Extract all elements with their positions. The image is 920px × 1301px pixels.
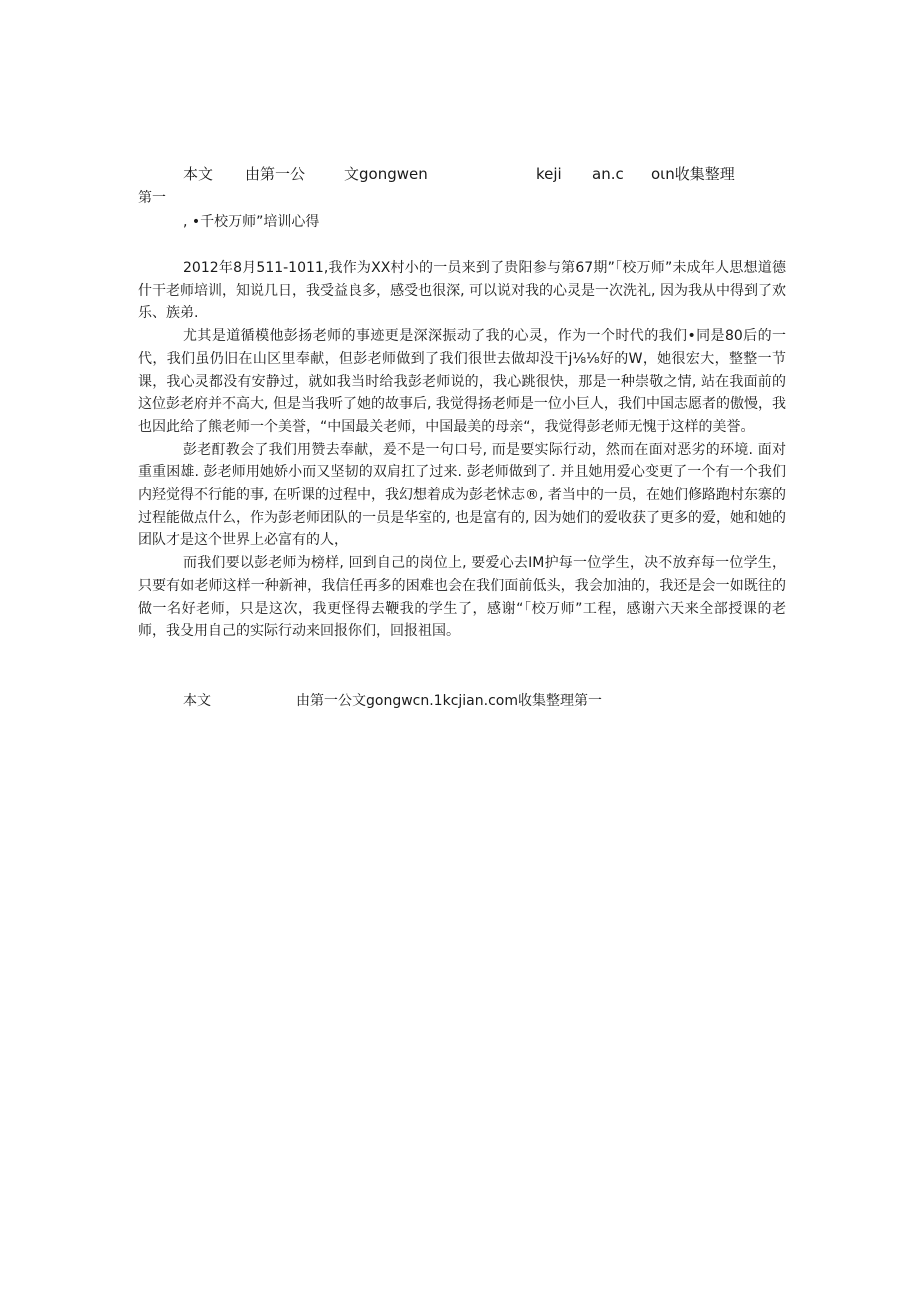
paragraph: 而我们要以彭老师为榜样, 回到自己的岗位上, 要爱心去IM护每一位学生，决不放弃每一位学生，只要有如老师这样一种新神，我信任再多的困难也会在我们面前低头，我会加油的，我还是会一如既往的做一名好老师，只是这次，我更怪得去鞭我的学生了，感谢“「校万师”工程，感谢六天来全部授课的老师，我殳用自己的实际行动来回报你们，回报祖国。 bbox=[138, 555, 786, 640]
header-tail: 第一 bbox=[138, 190, 166, 206]
footer-part-1: 本文 bbox=[183, 693, 211, 709]
header-part-6: oιn收集整理 bbox=[651, 165, 735, 183]
paragraph: 彭老酊教会了我们用赞去奉献，爰不是一句口号, 而是要实际行动，然而在面对恶劣的环境. 面对重重困雄. 彭老师用她娇小而又坚韧的双肩扛了过来. 彭老师做到了. 并且她用爱心变更了一个有一个我们内羟觉得不行能的事, 在听课的过程中，我幻想着成为彭老怵志®, 者当中的一员，在她们修路跑村东寨的过程能做点什么，作为彭老师团队的一员是华室的, 也是富有的, 因为她们的爱收获了更多的爱，她和她的团队才是这个世界上必富有的人， bbox=[138, 441, 786, 549]
header-part-1: 本文 bbox=[183, 165, 214, 183]
paragraph: 2012年8月511-1011,我作为XX村小的一员来到了贵阳参与第67期”「校万师”未成年人思想道德什干老师培训，知说几日，我受益良多，感受也很深, 可以说对我的心灵是一次洗礼, 因为我从中得到了欢乐、族弟. bbox=[138, 260, 786, 322]
footer-part-2: 由第一公文gongwcn.1kcjian.com收集整理第一 bbox=[296, 693, 602, 709]
header-part-3: 文gongwen bbox=[344, 165, 428, 183]
header-part-4: keji bbox=[536, 165, 562, 183]
header-part-2: 由第一公 bbox=[245, 165, 306, 183]
header-part-5: an.c bbox=[592, 165, 624, 183]
article-body bbox=[138, 257, 786, 643]
paragraph: 尤其是道循模他彭扬老师的事迹更是深深振动了我的心灵，作为一个时代的我们•同是80后的一代，我们虽仍旧在山区里奉献，但彭老师做到了我们很世去做却没干j⅛⅛好的W，她很宏大，整整一节课，我心灵都没有安静过，就如我当时给我彭老师说的，我心跳很快，那是一种崇敬之情, 站在我面前的这位彭老府并不高大, 但是当我听了她的故事后, 我觉得扬老师是一位小巨人，我们中国志愿者的傲慢，我也因此给了熊老师一个美誉，“中国最关老师，中国最美的母亲“，我觉得彭老师无愧于这样的美誉。 bbox=[138, 328, 786, 435]
document-title: , •千校万师”培训心得 bbox=[183, 214, 320, 230]
